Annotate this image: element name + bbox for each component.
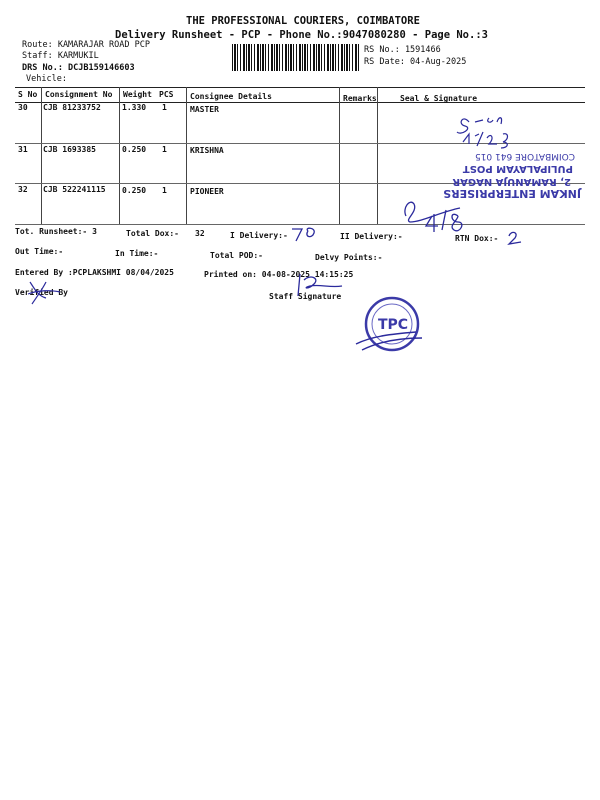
row-consignee: KRISHNA bbox=[190, 146, 224, 155]
runsheet-title: Delivery Runsheet - PCP - Phone No.:9047080280 - Page No.:3 bbox=[115, 29, 488, 41]
tot-runsheet: Tot. Runsheet:- 3 bbox=[15, 227, 97, 236]
staff-signature-label: Staff Signature bbox=[269, 292, 342, 301]
col-header-weight: Weight bbox=[123, 90, 152, 99]
col-header-consignee: Consignee Details bbox=[190, 92, 272, 101]
company-title: THE PROFESSIONAL COURIERS, COIMBATORE bbox=[186, 15, 420, 27]
col-divider bbox=[41, 87, 42, 224]
col-divider bbox=[377, 87, 378, 224]
row-consignment: CJB 1693385 bbox=[43, 145, 96, 154]
total-pod-label: Total POD:- bbox=[210, 251, 263, 260]
row-pcs: 1 bbox=[162, 186, 167, 195]
verified-signature bbox=[24, 278, 64, 308]
row-sno: 32 bbox=[18, 185, 28, 194]
row-weight: 0.250 bbox=[122, 186, 147, 195]
row-weight: 1.330 bbox=[122, 103, 147, 112]
col-header-remarks: Remarks bbox=[343, 94, 377, 103]
col-header-seal: Seal & Signature bbox=[400, 94, 478, 103]
stamp-line: JNKAM ENTERPRISERS bbox=[443, 187, 581, 200]
printed-on: Printed on: 04-08-2025 14:15:25 bbox=[204, 270, 354, 279]
rtn-dox-label: RTN Dox:- bbox=[455, 234, 499, 243]
signature-row30 bbox=[455, 110, 545, 150]
drs-number: DRS No.: DCJB159146603 bbox=[22, 63, 135, 73]
signature-row32 bbox=[400, 190, 490, 235]
row-sno: 30 bbox=[18, 103, 28, 112]
rtn-dox-handwritten bbox=[505, 230, 525, 246]
col-divider bbox=[186, 87, 187, 224]
stamp-line: COIMBATORE 641 015 bbox=[474, 151, 575, 161]
row-consignment: CJB 81233752 bbox=[43, 103, 101, 112]
tpc-logo-text: TPC bbox=[378, 317, 409, 333]
col-header-consignment: Consignment No bbox=[45, 90, 113, 99]
row-sno: 31 bbox=[18, 145, 28, 154]
delvy-points-label: Delvy Points:- bbox=[315, 253, 383, 262]
staff-signature-mark bbox=[290, 270, 350, 300]
barcode bbox=[232, 44, 360, 71]
row-consignee: MASTER bbox=[190, 105, 219, 114]
row-pcs: 1 bbox=[162, 103, 167, 112]
col-header-pcs: PCS bbox=[159, 90, 174, 99]
col-header-sno: S No bbox=[18, 90, 38, 99]
rs-date: RS Date: 04-Aug-2025 bbox=[364, 57, 467, 67]
ii-delivery-label: II Delivery:- bbox=[340, 232, 403, 241]
stamp-line: 2, RAMANUJA NAGAR bbox=[452, 176, 571, 187]
tpc-round-stamp bbox=[352, 292, 432, 362]
table-top-rule bbox=[15, 87, 585, 88]
out-time-label: Out Time:- bbox=[15, 247, 64, 256]
row-weight: 0.250 bbox=[122, 145, 147, 154]
row-pcs: 1 bbox=[162, 145, 167, 154]
col-divider bbox=[119, 87, 120, 224]
row-consignee: PIONEER bbox=[190, 187, 224, 196]
total-dox-label: Total Dox:- bbox=[126, 229, 179, 238]
i-delivery-handwritten bbox=[290, 225, 324, 243]
rs-number: RS No.: 1591466 bbox=[364, 45, 441, 55]
stamp-line: PULIPALAYAM POST bbox=[462, 163, 573, 174]
total-dox-value: 32 bbox=[195, 229, 205, 238]
entered-by: Entered By :PCPLAKSHMI 08/04/2025 bbox=[15, 268, 174, 277]
i-delivery-label: I Delivery:- bbox=[230, 231, 288, 240]
row-consignment: CJB 522241115 bbox=[43, 185, 106, 194]
route-label: Route: KAMARAJAR ROAD PCP bbox=[22, 40, 150, 50]
col-divider bbox=[339, 87, 340, 224]
staff-label: Staff: KARMUKIL bbox=[22, 51, 99, 61]
in-time-label: In Time:- bbox=[115, 249, 159, 258]
verified-by: Verified By bbox=[15, 288, 68, 297]
vehicle-label: Vehicle: bbox=[26, 74, 67, 84]
